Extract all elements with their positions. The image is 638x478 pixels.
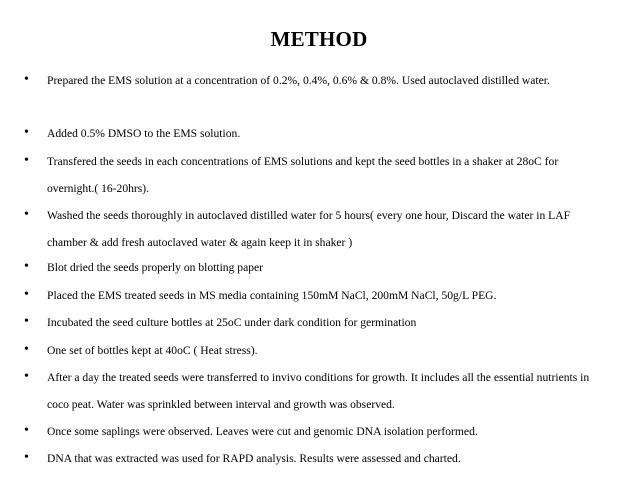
list-item-text: Transfered the seeds in each concentrations of EMS solutions and kept the seed bottles in a shaker at 28oC for overnight.( 16-20hrs). [47,155,559,195]
bullet-icon: • [24,342,29,357]
list-item-text: Blot dried the seeds properly on blotting paper [47,261,264,274]
bullet-icon: • [24,125,29,140]
list-item-text: Washed the seeds thoroughly in autoclaved distilled water for 5 hours( every one hour, Discard the water in LAF chamber & add fresh autoclaved water & again keep it in shaker ) [47,209,571,249]
bullet-icon: • [24,259,29,274]
slide-title: METHOD [270,27,368,51]
list-item-text: After a day the treated seeds were transferred to invivo conditions for growth. It includes all the essential nutrients in coco peat. Water was sprinkled between interval and growth was observed. [47,371,590,411]
bullet-icon: • [24,314,29,329]
list-item-text: Prepared the EMS solution at a concentration of 0.2%, 0.4%, 0.6% & 0.8%. Used autoclaved distilled water. [47,74,550,87]
bullet-icon: • [24,423,29,438]
list-item-text: One set of bottles kept at 40oC ( Heat stress). [47,344,258,357]
list-item-text: Placed the EMS treated seeds in MS media containing 150mM NaCl, 200mM NaCl, 50g/L PEG. [47,289,497,302]
bullet-icon: • [24,207,29,222]
bullet-icon: • [24,287,29,302]
list-item-text: DNA that was extracted was used for RAPD analysis. Results were assessed and charted. [47,452,461,465]
bullet-icon: • [24,369,29,384]
list-item-text: Added 0.5% DMSO to the EMS solution. [47,127,241,140]
bullet-icon: • [24,450,29,465]
list-item-text: Incubated the seed culture bottles at 25oC under dark condition for germination [47,316,417,329]
bullet-icon: • [24,153,29,168]
list-item-text: Once some saplings were observed. Leaves were cut and genomic DNA isolation performed. [47,425,478,438]
bullet-icon: • [24,72,29,87]
